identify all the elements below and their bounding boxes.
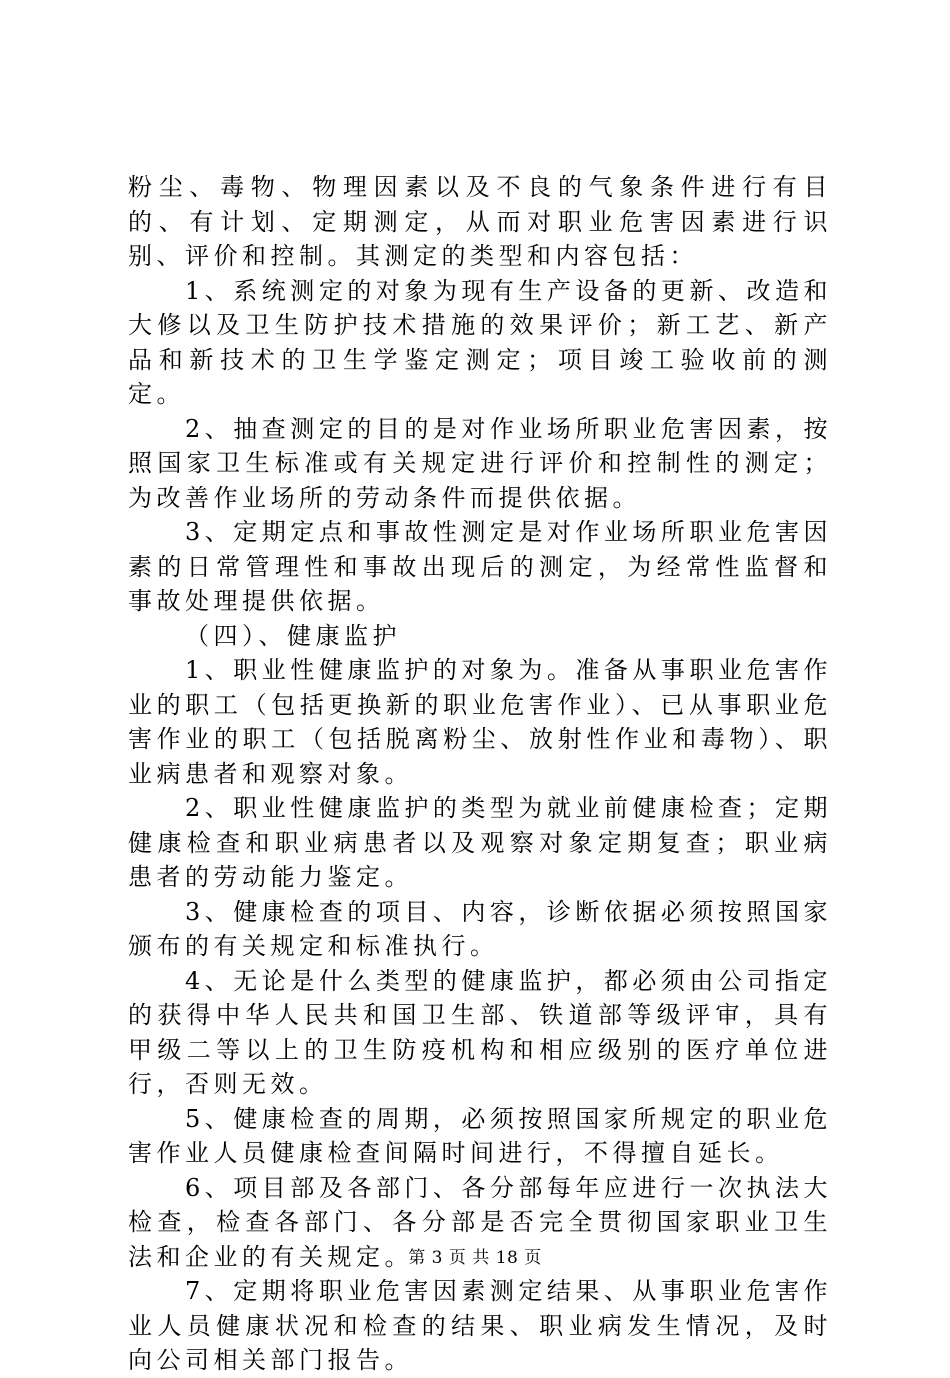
paragraph-0: 粉尘、毒物、物理因素以及不良的气象条件进行有目的、有计划、定期测定，从而对职业危害因素进行识别、评价和控制。其测定的类型和内容包括： <box>128 173 832 270</box>
paragraph-10: 6、项目部及各部门、各分部每年应进行一次执法大检查，检查各部门、各分部是否完全贯彻国家职业卫生法和企业的有关规定。 <box>128 1173 832 1271</box>
section-heading: （四）、健康监护 <box>185 621 401 650</box>
paragraph-8: 4、无论是什么类型的健康监护，都必须由公司指定的获得中华人民共和国卫生部、铁道部等级评审，具有甲级二等以上的卫生防疫机构和相应级别的医疗单位进行，否则无效。 <box>128 966 832 1098</box>
paragraph-7: 3、健康检查的项目、内容，诊断依据必须按照国家颁布的有关规定和标准执行。 <box>128 897 832 960</box>
page-footer: 第 3 页 共 18 页 <box>408 1248 542 1268</box>
paragraph-5: 1、职业性健康监护的对象为。准备从事职业危害作业的职工（包括更换新的职业危害作业）、已从事职业危害作业的职工（包括脱离粉尘、放射性作业和毒物）、职业病患者和观察对象。 <box>128 656 832 788</box>
paragraph-11: 7、定期将职业危害因素测定结果、从事职业危害作业人员健康状况和检查的结果、职业病发生情况，及时向公司相关部门报告。 <box>128 1277 832 1374</box>
paragraph-3: 3、定期定点和事故性测定是对作业场所职业危害因素的日常管理性和事故出现后的测定，为经常性监督和事故处理提供依据。 <box>128 518 832 615</box>
document-body <box>128 170 832 1378</box>
paragraph-2: 2、抽查测定的目的是对作业场所职业危害因素，按照国家卫生标准或有关规定进行评价和控制性的测定；为改善作业场所的劳动条件而提供依据。 <box>128 414 832 512</box>
paragraph-6: 2、职业性健康监护的类型为就业前健康检查；定期健康检查和职业病患者以及观察对象定期复查；职业病患者的劳动能力鉴定。 <box>128 794 832 891</box>
paragraph-9: 5、健康检查的周期，必须按照国家所规定的职业危害作业人员健康检查间隔时间进行，不得擅自延长。 <box>128 1104 832 1167</box>
paragraph-1: 1、系统测定的对象为现有生产设备的更新、改造和大修以及卫生防护技术措施的效果评价；新工艺、新产品和新技术的卫生学鉴定测定；项目竣工验收前的测定。 <box>128 276 832 408</box>
